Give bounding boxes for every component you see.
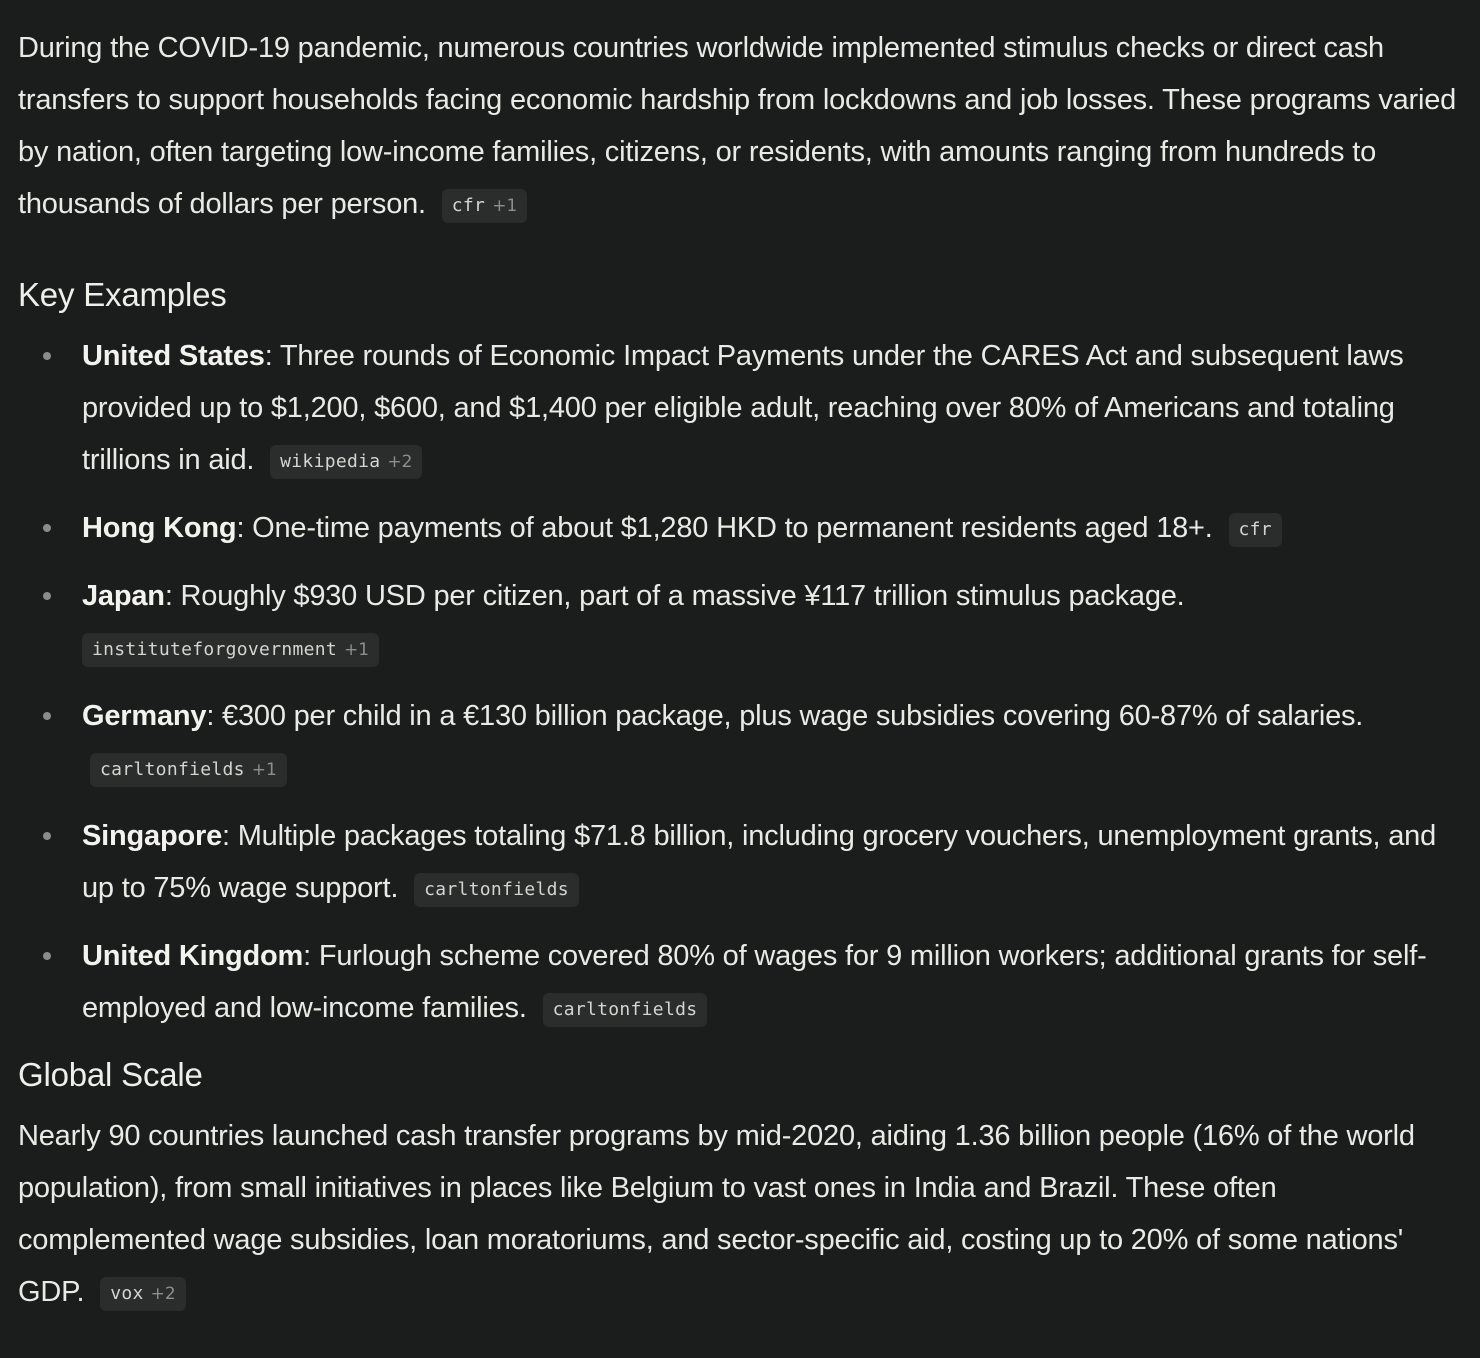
citation-source: cfr <box>1238 519 1272 540</box>
item-text: : Three rounds of Economic Impact Payments under the CARES Act and subsequent laws provided up to $1,200, $600, and $1,400 per eligible adult, reaching over 80% of Americans and totaling trillions in aid. <box>82 340 1404 476</box>
list-item <box>18 810 1462 914</box>
country-name: Germany <box>82 700 207 732</box>
global-scale-text: Nearly 90 countries launched cash transfer programs by mid-2020, aiding 1.36 billion people (16% of the world population), from small initiatives in places like Belgium to vast ones in India and Brazil. These often complemented wage subsidies, loan moratoriums, and sector-specific aid, costing up to 20% of some nations' GDP. <box>18 1120 1415 1308</box>
list-item <box>18 930 1462 1034</box>
citation-more-count: +1 <box>344 640 370 660</box>
citation-source: carltonfields <box>552 999 698 1020</box>
section-heading-global-scale: Global Scale <box>18 1056 203 1093</box>
country-name: Hong Kong <box>82 512 237 544</box>
section-heading-key-examples: Key Examples <box>18 276 227 313</box>
citation-source: vox <box>110 1283 144 1304</box>
item-text: : Multiple packages totaling $71.8 billion, including grocery vouchers, unemployment grants, and up to 75% wage support. <box>82 820 1437 904</box>
citation-more-count: +2 <box>387 452 413 472</box>
citation-source: cfr <box>451 195 486 216</box>
citation-badge[interactable] <box>82 633 379 667</box>
global-scale-paragraph <box>18 1110 1462 1318</box>
citation-more-count: +1 <box>492 196 518 216</box>
country-name: United Kingdom <box>82 940 304 972</box>
citation-badge[interactable] <box>543 993 708 1027</box>
country-name: United States <box>82 340 265 372</box>
country-name: Singapore <box>82 820 222 852</box>
country-name: Japan <box>82 580 165 612</box>
citation-more-count: +1 <box>251 760 277 780</box>
citation-source: wikipedia <box>280 451 381 472</box>
intro-text: During the COVID-19 pandemic, numerous countries worldwide implemented stimulus checks or direct cash transfers to support households facing economic hardship from lockdowns and job losses. These programs varied by nation, often targeting low-income families, citizens, or residents, with amounts ranging from hundreds to thousands of dollars per person. <box>18 32 1457 220</box>
citation-source: carltonfields <box>424 879 569 900</box>
item-text: : €300 per child in a €130 billion package, plus wage subsidies covering 60-87% of salaries. <box>206 700 1364 732</box>
citation-badge[interactable] <box>414 873 579 907</box>
citation-source: carltonfields <box>100 759 245 780</box>
citation-more-count: +2 <box>150 1284 176 1304</box>
item-text: : Roughly $930 USD per citizen, part of a massive ¥117 trillion stimulus package. <box>164 580 1185 612</box>
list-item <box>18 690 1462 794</box>
citation-badge[interactable] <box>90 753 287 787</box>
citation-source: instituteforgovernment <box>92 639 338 660</box>
key-examples-list <box>18 330 1462 1034</box>
item-text: : Furlough scheme covered 80% of wages for 9 million workers; additional grants for self-employed and low-income families. <box>82 940 1427 1024</box>
list-item <box>18 570 1462 674</box>
list-item <box>18 330 1462 486</box>
citation-badge[interactable] <box>442 189 527 223</box>
citation-badge[interactable] <box>1229 513 1282 547</box>
citation-badge[interactable] <box>100 1277 185 1311</box>
intro-paragraph <box>18 22 1462 230</box>
citation-badge[interactable] <box>270 445 422 479</box>
item-text: : One-time payments of about $1,280 HKD to permanent residents aged 18+. <box>236 512 1213 544</box>
list-item <box>18 502 1462 554</box>
